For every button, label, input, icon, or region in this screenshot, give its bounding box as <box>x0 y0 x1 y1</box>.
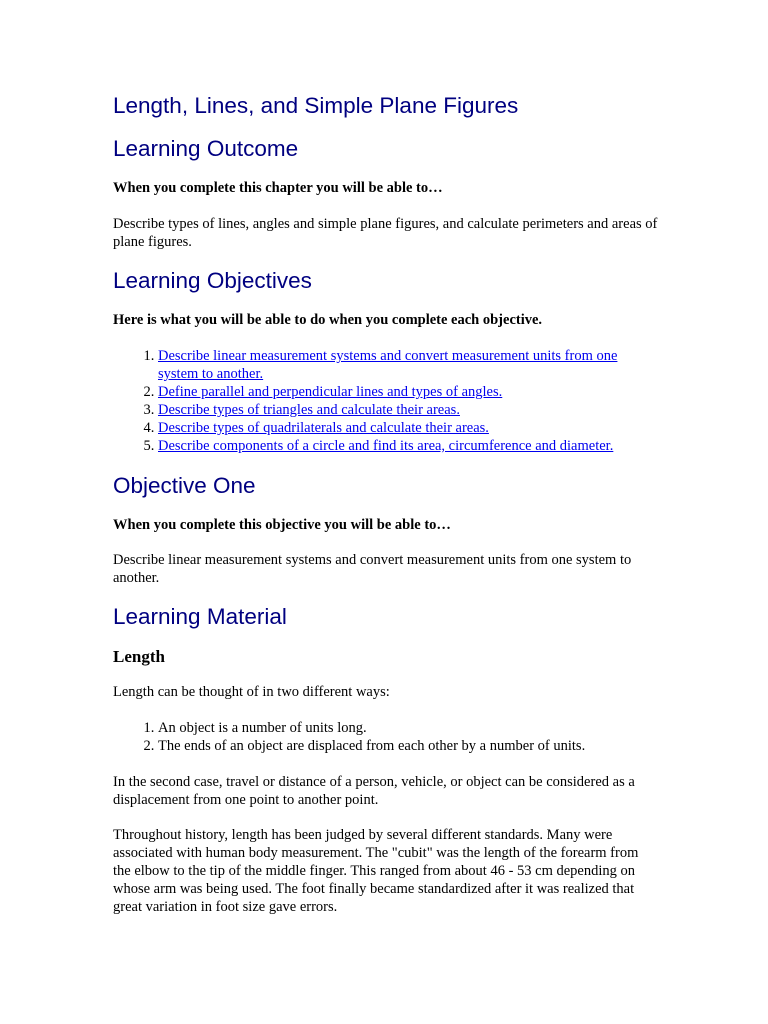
list-item <box>158 347 658 383</box>
list-item: 1. An object is a number of units long. <box>158 719 658 737</box>
list-item <box>158 401 658 419</box>
learning-outcome-lead: When you complete this chapter you will be able to… <box>113 180 443 196</box>
length-paragraph-1: In the second case, travel or distance of a person, vehicle, or object can be considered as a displacement from one point to another point. <box>113 774 635 808</box>
list-item <box>158 419 658 437</box>
list-item <box>158 437 658 455</box>
objective-one-text: Describe linear measurement systems and convert measurement units from one system to another. <box>113 552 632 586</box>
heading-learning-outcome: Learning Outcome <box>113 136 299 161</box>
length-intro: Length can be thought of in two different ways: <box>113 684 390 700</box>
subheading-length: Length <box>113 647 165 666</box>
learning-outcome-text: Describe types of lines, angles and simple plane figures, and calculate perimeters and areas of plane figures. <box>113 216 658 250</box>
heading-objective-one: Objective One <box>113 473 256 498</box>
page-title: Length, Lines, and Simple Plane Figures <box>113 93 519 118</box>
learning-objectives-lead: Here is what you will be able to do when you complete each objective. <box>113 312 543 328</box>
objective-link-3[interactable]: Describe types of triangles and calculate their areas. <box>158 402 460 418</box>
heading-learning-material: Learning Material <box>113 604 287 629</box>
document-page <box>113 92 658 916</box>
objectives-list <box>113 347 658 455</box>
length-list <box>113 719 658 755</box>
length-paragraph-2: Throughout history, length has been judged by several different standards. Many were associated with human body measurement. The "cubit" was the length of the forearm from the elbow to the tip of the middle finger. This ranged from about 46 - 53 cm depending on whose arm was being used. The foot finally became standardized after it was realized that great variation in foot size gave errors. <box>113 827 639 915</box>
objective-link-5[interactable]: Describe components of a circle and find its area, circumference and diameter. <box>158 438 614 454</box>
objective-link-1[interactable]: Describe linear measurement systems and convert measurement units from one system to another. <box>158 348 618 382</box>
list-item: 2. The ends of an object are displaced from each other by a number of units. <box>158 737 658 755</box>
objective-link-4[interactable]: Describe types of quadrilaterals and calculate their areas. <box>158 420 489 436</box>
heading-learning-objectives: Learning Objectives <box>113 268 312 293</box>
objective-link-2[interactable]: Define parallel and perpendicular lines and types of angles. <box>158 384 503 400</box>
list-item <box>158 383 658 401</box>
objective-one-lead: When you complete this objective you will be able to… <box>113 517 451 533</box>
